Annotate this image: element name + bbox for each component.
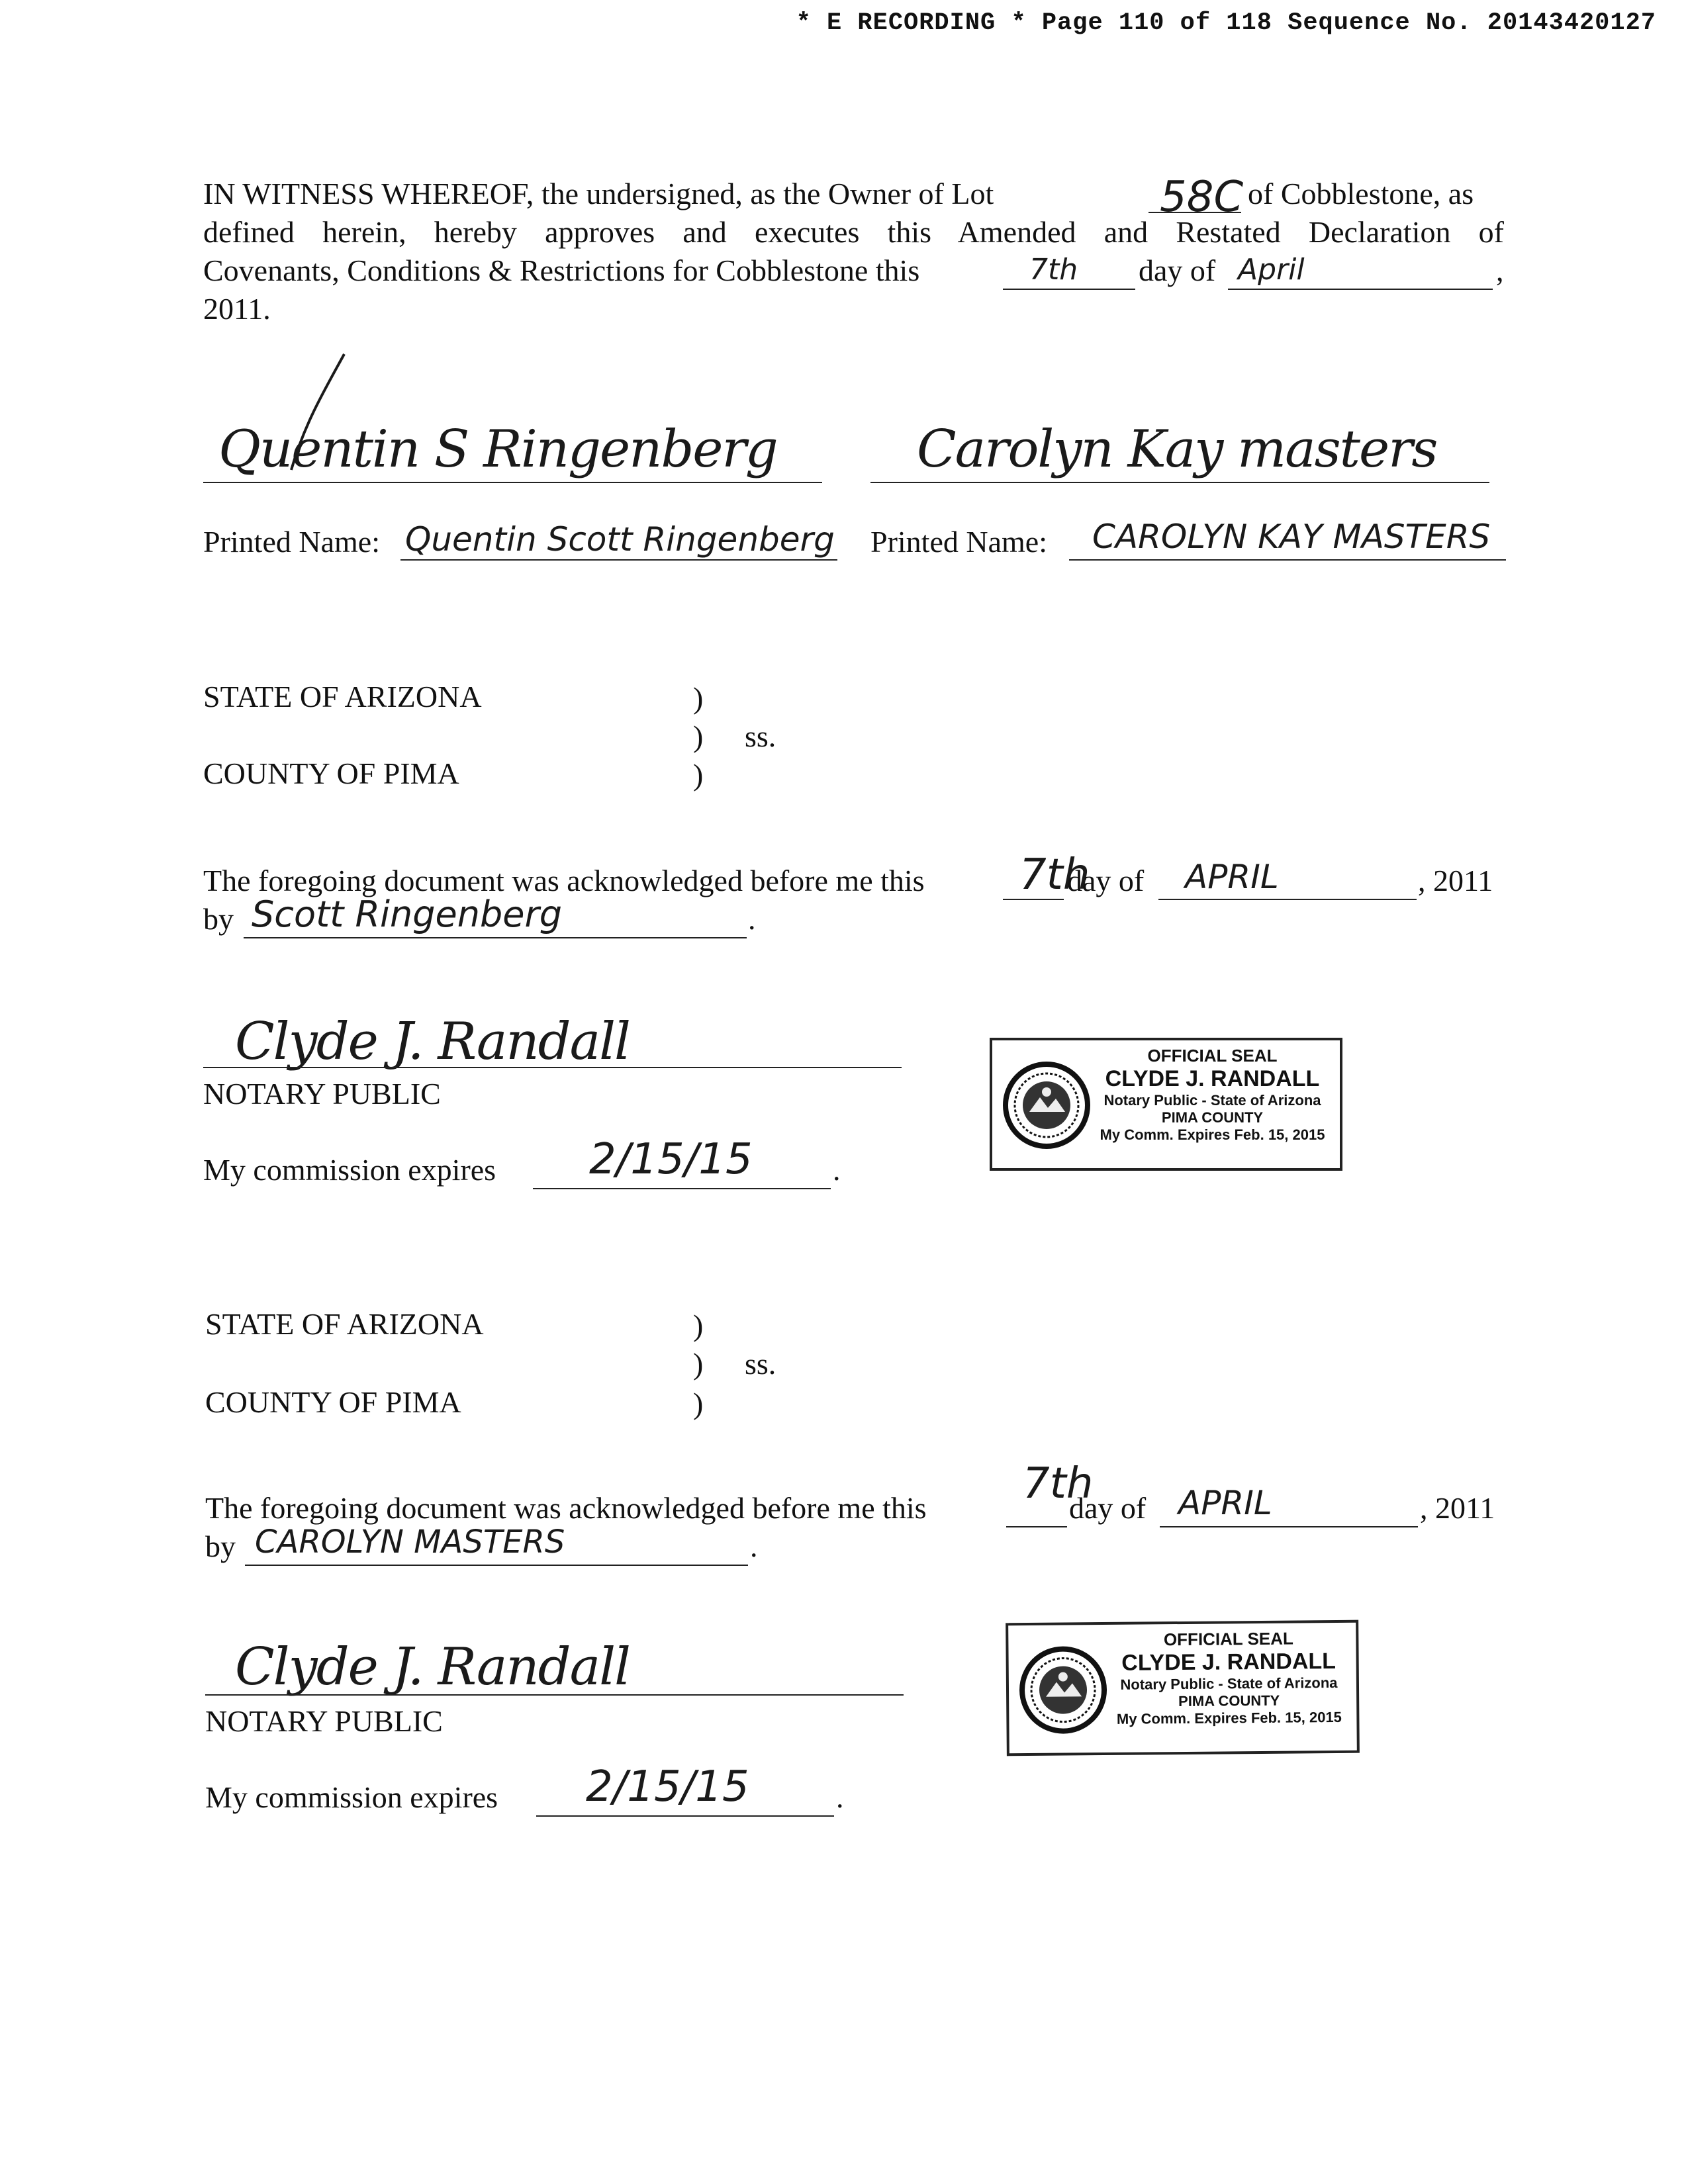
ack-month: APRIL xyxy=(1178,1484,1272,1522)
seal-text xyxy=(1092,1046,1333,1144)
period: . xyxy=(748,902,756,936)
ack-dayof: day of xyxy=(1069,1491,1147,1525)
witness-line3-start: Covenants, Conditions & Restrictions for Cobblestone this xyxy=(203,253,920,287)
notary-signature-line xyxy=(203,1067,902,1068)
ss-label: ss. xyxy=(745,1347,776,1381)
state-seal-icon xyxy=(1002,1060,1092,1150)
notary-signature: Clyde J. Randall xyxy=(235,1012,630,1071)
acknowledgment-text: The foregoing document was acknowledged before me this xyxy=(203,864,925,897)
commission-label: My commission expires xyxy=(205,1780,498,1814)
paren: ) xyxy=(693,1347,704,1381)
printed-name-label-2: Printed Name: xyxy=(870,525,1047,559)
ack-day: 7th xyxy=(1023,1459,1094,1508)
owner1-printed-name: Quentin Scott Ringenberg xyxy=(405,520,835,559)
owner2-signature: Carolyn Kay masters xyxy=(917,420,1437,479)
witness-line2: defined herein, hereby approves and executes this Amended and Restated Declaration of xyxy=(203,215,1504,249)
lot-number: 58C xyxy=(1160,173,1244,222)
seal-state: Notary Public - State of Arizona xyxy=(1103,1092,1321,1109)
printed-name-blank-1 xyxy=(400,559,837,561)
county-label: COUNTY OF PIMA xyxy=(203,756,459,790)
notary-public-label: NOTARY PUBLIC xyxy=(203,1077,441,1111)
owner2-printed-name: CAROLYN KAY MASTERS xyxy=(1092,518,1491,556)
witness-day: 7th xyxy=(1029,253,1078,287)
by-label: by xyxy=(205,1529,236,1563)
witness-line1-end: of Cobblestone, as xyxy=(1248,177,1474,210)
paren: ) xyxy=(693,1387,704,1420)
witness-month-blank xyxy=(1228,289,1493,290)
notary-seal-stamp xyxy=(1006,1620,1360,1756)
paren: ) xyxy=(693,758,704,792)
period: . xyxy=(836,1780,844,1814)
period: . xyxy=(833,1153,841,1187)
acknowledgment-text: The foregoing document was acknowledged before me this xyxy=(205,1491,927,1525)
signature-flourish xyxy=(252,351,384,483)
seal-expiry: My Comm. Expires Feb. 15, 2015 xyxy=(1116,1708,1342,1727)
acknowledged-person: Scott Ringenberg xyxy=(252,893,562,935)
seal-expiry: My Comm. Expires Feb. 15, 2015 xyxy=(1100,1126,1325,1143)
notary-seal-stamp xyxy=(990,1038,1342,1171)
paren: ) xyxy=(693,719,704,753)
owner2-signature-line xyxy=(870,482,1489,483)
commission-blank xyxy=(536,1815,834,1817)
seal-notary-name: CLYDE J. RANDALL xyxy=(1105,1066,1320,1091)
ack-month-blank xyxy=(1160,1526,1418,1527)
county-label: COUNTY OF PIMA xyxy=(205,1385,461,1419)
by-blank xyxy=(245,1565,748,1566)
notary-signature: Clyde J. Randall xyxy=(235,1637,630,1697)
ack-day: 7th xyxy=(1019,850,1090,899)
witness-comma: , xyxy=(1496,253,1504,287)
witness-month: April xyxy=(1238,253,1305,287)
paren: ) xyxy=(693,1308,704,1342)
state-seal-icon xyxy=(1017,1645,1108,1735)
printed-name-label-1: Printed Name: xyxy=(203,525,380,559)
owner1-signature: Quentin S Ringenberg xyxy=(218,420,777,479)
ss-label: ss. xyxy=(745,719,776,753)
witness-dayof: day of xyxy=(1139,253,1216,287)
acknowledged-person: CAROLYN MASTERS xyxy=(255,1524,565,1561)
period: . xyxy=(750,1529,758,1563)
ack-dayof: day of xyxy=(1067,864,1145,897)
notary-signature-line xyxy=(205,1694,904,1696)
witness-line1-start: IN WITNESS WHEREOF, the undersigned, as the Owner of Lot xyxy=(203,177,994,210)
commission-label: My commission expires xyxy=(203,1153,496,1187)
by-blank xyxy=(244,937,747,938)
seal-text xyxy=(1107,1628,1350,1728)
commission-date: 2/15/15 xyxy=(589,1135,753,1184)
commission-blank xyxy=(533,1188,831,1189)
notary-public-label: NOTARY PUBLIC xyxy=(205,1704,443,1738)
seal-notary-name: CLYDE J. RANDALL xyxy=(1121,1648,1336,1676)
seal-county: PIMA COUNTY xyxy=(1178,1692,1280,1710)
seal-county: PIMA COUNTY xyxy=(1161,1109,1264,1126)
ack-month: APRIL xyxy=(1185,858,1279,896)
owner1-signature-line xyxy=(203,482,822,483)
ack-month-blank xyxy=(1158,899,1417,900)
by-label: by xyxy=(203,902,234,936)
recording-header: * E RECORDING * Page 110 of 118 Sequence No. 20143420127 xyxy=(796,9,1656,37)
witness-day-blank xyxy=(1003,289,1135,290)
seal-title: OFFICIAL SEAL xyxy=(1147,1046,1278,1066)
state-label: STATE OF ARIZONA xyxy=(203,680,482,713)
witness-year: 2011. xyxy=(203,292,271,326)
state-label: STATE OF ARIZONA xyxy=(205,1307,484,1341)
commission-date: 2/15/15 xyxy=(586,1762,749,1811)
seal-state: Notary Public - State of Arizona xyxy=(1120,1674,1338,1693)
ack-day-blank xyxy=(1006,1526,1067,1527)
seal-title: OFFICIAL SEAL xyxy=(1163,1628,1293,1650)
ack-year: , 2011 xyxy=(1420,1491,1495,1525)
printed-name-blank-2 xyxy=(1069,559,1506,561)
paren: ) xyxy=(693,681,704,715)
ack-year: , 2011 xyxy=(1418,864,1493,897)
